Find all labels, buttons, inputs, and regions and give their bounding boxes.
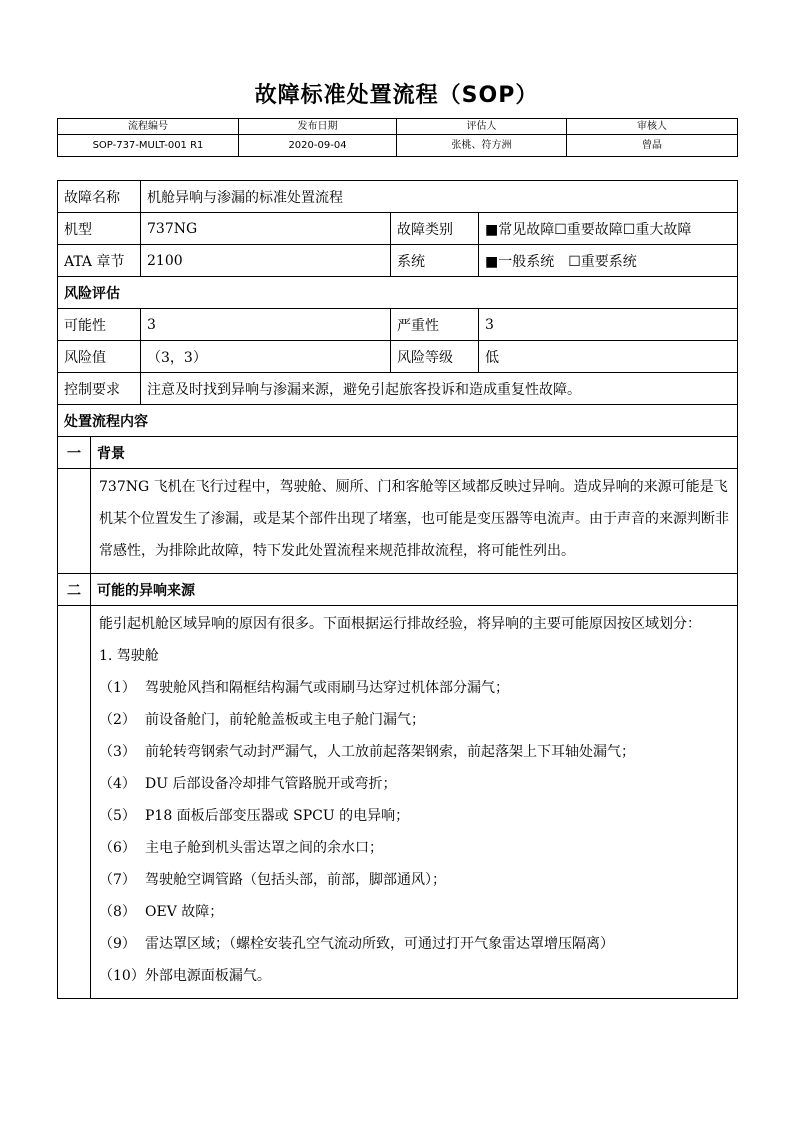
header-row [58,119,738,135]
header-col-assessor: 评估人 [397,119,567,135]
checkbox-important-fault: ☐重要故障 [554,221,623,238]
likelihood-value: 3 [141,309,391,341]
list-item: （8） OEV 故障； [99,904,224,920]
sop-main-table [57,180,738,999]
background-heading: 背景 [91,437,738,469]
header-values-row [58,135,738,157]
ata-row [58,245,738,277]
checkbox-important-system: ☐重要系统 [568,253,637,270]
category-label: 故障类别 [391,213,479,245]
header-table [57,118,738,157]
cockpit-subheading: 1. 驾驶舱 [99,648,159,664]
checkbox-general-system: ■一般系统 [485,253,555,270]
assessor-value: 张桃、符方洲 [397,135,567,157]
control-label: 控制要求 [58,373,141,405]
list-item: （1） 驾驶舱风挡和隔框结构漏气或雨刷马达穿过机体部分漏气； [99,680,509,696]
section-number-2: 二 [58,574,91,606]
risk-section-row [58,277,738,309]
category-options [479,213,738,245]
list-item: （7） 驾驶舱空调管路（包括头部，前部，脚部通风）； [99,872,446,888]
background-gutter [58,469,91,574]
header-col-release-date: 发布日期 [239,119,397,135]
risk-value-label: 风险值 [58,341,141,373]
system-options [479,245,738,277]
risk-value: （3，3） [141,341,391,373]
checkbox-common-fault: ■常见故障 [485,221,555,238]
model-label: 机型 [58,213,141,245]
fault-name-value: 机舱异响与渗漏的标准处置流程 [141,181,738,213]
section-number-1: 一 [58,437,91,469]
list-item: （9） 雷达罩区域；（螺栓安装孔空气流动所致，可通过打开气象雷达罩增压隔离） [99,936,614,952]
checkbox-major-fault: ☐重大故障 [622,221,692,238]
sources-body-row [58,606,738,999]
background-heading-row [58,437,738,469]
list-item: （4） DU 后部设备冷却排气管路脱开或弯折； [99,776,397,792]
system-label: 系统 [391,245,479,277]
procedure-section-title: 处置流程内容 [58,405,738,437]
fault-name-row [58,181,738,213]
document-title: 故障标准处置流程（SOP） [254,83,539,108]
list-item: （3） 前轮转弯钢索气动封严漏气，人工放前起落架钢索，前起落架上下耳轴处漏气； [99,744,635,760]
likelihood-row [58,309,738,341]
sources-intro: 能引起机舱区域异响的原因有很多。下面根据运行排故经验，将异响的主要可能原因按区域划分： [99,616,701,632]
control-row [58,373,738,405]
model-row [58,213,738,245]
sources-heading-row [58,574,738,606]
process-id-value: SOP-737-MULT-001 R1 [58,135,239,157]
risk-level-label: 风险等级 [391,341,479,373]
background-body-row [58,469,738,574]
list-item: （10）外部电源面板漏气。 [99,968,271,984]
likelihood-label: 可能性 [58,309,141,341]
model-value: 737NG [141,213,391,245]
severity-label: 严重性 [391,309,479,341]
risk-section-title: 风险评估 [58,277,738,309]
release-date-value: 2020-09-04 [239,135,397,157]
header-col-reviewer: 审核人 [567,119,738,135]
list-item: （6） 主电子舱到机头雷达罩之间的余水口； [99,840,383,856]
severity-value: 3 [479,309,738,341]
ata-label: ATA 章节 [58,245,141,277]
sources-heading: 可能的异响来源 [91,574,738,606]
fault-name-label: 故障名称 [58,181,141,213]
risk-value-row [58,341,738,373]
reviewer-value: 曾晶 [567,135,738,157]
ata-value: 2100 [141,245,391,277]
procedure-section-row [58,405,738,437]
list-item: （2） 前设备舱门，前轮舱盖板或主电子舱门漏气； [99,712,425,728]
sources-gutter [58,606,91,999]
list-item: （5） P18 面板后部变压器或 SPCU 的电异响； [99,808,410,824]
sources-content [91,606,738,999]
risk-level-value: 低 [479,341,738,373]
header-col-process-id: 流程编号 [58,119,239,135]
control-value: 注意及时找到异响与渗漏来源，避免引起旅客投诉和造成重复性故障。 [141,373,738,405]
background-text: 737NG 飞机在飞行过程中，驾驶舱、厕所、门和客舱等区域都反映过异响。造成异响的来源可能是飞机某个位置发生了渗漏，或是某个部件出现了堵塞，也可能是变压器等电流声。由于声音的来源判断非常感性，为排除此故障，特下发此处置流程来规范排故流程，将可能性列出。 [91,469,738,574]
